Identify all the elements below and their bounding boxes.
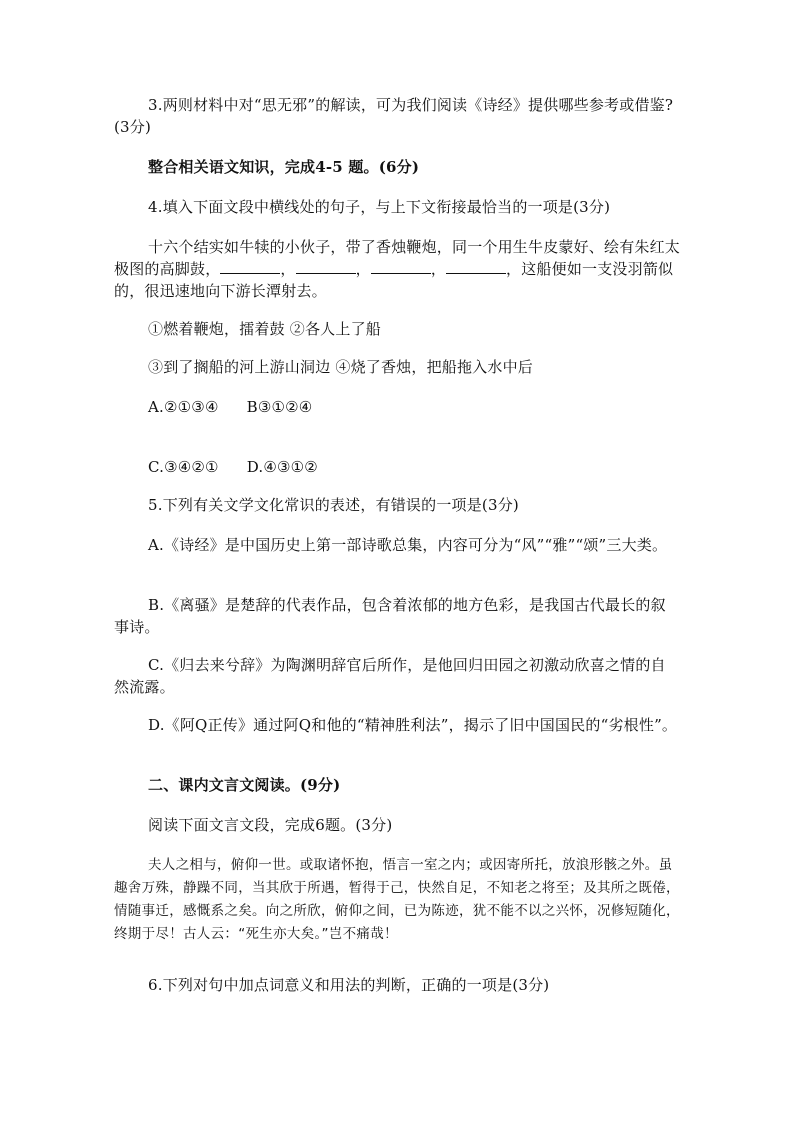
question-4-items-line2: ③到了搁船的河上游山洞边 ④烧了香烛，把船拖入水中后: [148, 358, 533, 376]
question-5-option-b: B.《离骚》是楚辞的代表作品，包含着浓郁的地方色彩，是我国古代最长的叙事诗。: [114, 596, 666, 636]
question-4-options-cd: [114, 456, 680, 478]
option-a: A.②①③④: [148, 398, 219, 416]
question-5-option-d: D.《阿Q正传》通过阿Q和他的“精神胜利法”，揭示了旧中国国民的“劣根性”。: [148, 716, 678, 734]
question-5-option-a: A.《诗经》是中国历史上第一部诗歌总集，内容可分为“风”“雅”“颂”三大类。: [148, 536, 668, 554]
question-4-passage: 十六个结实如牛犊的小伙子，带了香烛鞭炮，同一个用生牛皮蒙好、绘有朱红太极图的高脚鼓， ， ， ， ，这船便如一支没羽箭似的，很迅速地向下游长潭射去。: [114, 238, 681, 300]
question-5-stem: 5.下列有关文学文化常识的表述，有错误的一项是(3分): [148, 496, 519, 514]
option-d: D.④③①②: [246, 458, 318, 476]
question-3: 3.两则材料中对“思无邪”的解读，可为我们阅读《诗经》提供哪些参考或借鉴?(3分): [114, 96, 674, 136]
answer-blank-2: [296, 259, 356, 274]
answer-blank-1: [220, 259, 280, 274]
option-b: B③①②④: [246, 398, 313, 416]
section-heading-classical: 二、课内文言文阅读。(9分): [148, 776, 341, 794]
passage-text-end: ，这船便如一支没羽箭似的，很迅速地向下游长潭射去。: [114, 260, 674, 300]
option-c: C.③④②①: [148, 458, 219, 476]
question-4-options-ab: [114, 396, 680, 418]
question-4-stem: 4.填入下面文段中横线处的句子，与上下文衔接最恰当的一项是(3分): [148, 198, 611, 216]
question-4-items-line1: ①燃着鞭炮，擂着鼓 ②各人上了船: [148, 320, 381, 338]
question-5-option-c: C.《归去来兮辞》为陶渊明辞官后所作，是他回归田园之初激动欣喜之情的自然流露。: [114, 656, 666, 696]
classical-chinese-passage: 夫人之相与，俯仰一世。或取诸怀抱，悟言一室之内；或因寄所托，放浪形骸之外。虽趣舍万殊，静躁不同，当其欣于所遇，暂得于己，快然自足，不知老之将至；及其所之既倦，情随事迁，感慨系之矣。向之所欣，俯仰之间，已为陈迹，犹不能不以之兴怀，况修短随化，终期于尽！古人云：“死生亦大矣。”岂不痛哉！: [114, 857, 680, 942]
question-6-intro: 阅读下面文言文段，完成6题。(3分): [148, 816, 393, 834]
question-6-stem: 6.下列对句中加点词意义和用法的判断，正确的一项是(3分): [148, 976, 550, 994]
passage-text-start: 十六个结实如牛犊的小伙子，带了香烛鞭炮，同一个用生牛皮蒙好、绘有朱红太极图的高脚鼓，: [114, 238, 681, 278]
answer-blank-4: [446, 259, 506, 274]
section-heading-knowledge: 整合相关语文知识，完成4-5 题。(6分): [148, 158, 420, 176]
answer-blank-3: [371, 259, 431, 274]
